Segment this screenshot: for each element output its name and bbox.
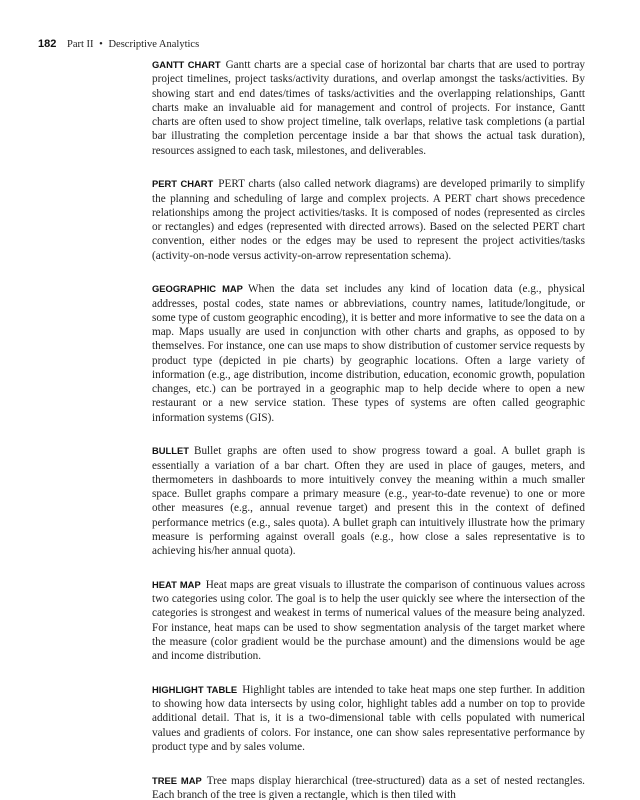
entry-text: Gantt charts are a special case of horizontal bar charts that are used to portray project timelines, project tasks/activity durations, and overlap amongst the tasks/activities. By showing start and end dates/times of tasks/activities and the overlapping relationships, Gantt charts make an invaluable aid for management and control of projects. For instance, Gantt charts are often used to show project timeline, talk overlaps, relative task completions (a partial bar illustrating the completion percentage inside a bar that shows the actual task duration), resources assigned to each task, milestones, and deliverables. xyxy=(152,59,586,157)
paragraph xyxy=(152,444,585,558)
entry-bullet xyxy=(152,444,585,558)
entry-pert-chart xyxy=(152,177,585,263)
running-header xyxy=(38,38,199,50)
entry-gantt-chart xyxy=(152,58,585,158)
paragraph xyxy=(152,177,585,263)
paragraph xyxy=(152,578,585,664)
entry-term: GANTT CHART xyxy=(152,59,221,70)
paragraph xyxy=(152,282,585,425)
entry-term: HIGHLIGHT TABLE xyxy=(152,683,238,695)
entry-term: BULLET xyxy=(152,445,189,457)
entry-geographic-map xyxy=(152,282,585,425)
entry-text: Heat maps are great visuals to illustrate the comparison of continuous values across two categories using color. The goal is to help the user quickly see where the intersection of the categories is strongest and weakest in terms of numerical values of the measure being analyzed. For instance, heat maps can be used to show segmentation analysis of the target market where the measure (color gradient would be the purchase amount) and the dimensions would be age and income distribution. xyxy=(152,578,585,662)
body-text xyxy=(152,58,585,800)
entry-term: PERT CHART xyxy=(152,178,214,190)
entry-text: Bullet graphs are often used to show progress toward a goal. A bullet graph is essentially a variation of a bar chart. Often they are used in place of gauges, meters, and thermometers in dashboards to more intuitively convey the meaning within a much smaller space. Bullet graphs compare a primary measure (e.g., year-to-date revenue) to one or more other measures (e.g., annual revenue target) and present this in the context of defined performance metrics (e.g., sales quota). A bullet graph can intuitively illustrate how the primary measure is performing against overall goals (e.g., how close a sales representative is to achieving his/her annual quota). xyxy=(152,445,585,557)
entry-text: Highlight tables are intended to take heat maps one step further. In addition to showing how data intersects by using color, highlight tables add a number on top to provide additional detail. That is, it is a two-dimensional table with cells populated with numerical values and gradients of colors. For instance, one can show sales representative performance by product type and by sales volume. xyxy=(152,683,585,753)
entry-highlight-table xyxy=(152,683,585,754)
entry-text: When the data set includes any kind of location data (e.g., physical addresses, postal codes, state names or abbreviations, country names, latitude/longitude, or some type of custom geographic encoding), it is better and more informative to see the data on a map. Maps usually are used in conjunction with other charts and graphs, as opposed to by themselves. For instance, one can use maps to show distribution of customer service requests by product type (depicted in pie charts) by geographic locations. Often a large variety of information (e.g., age distribution, income distribution, education, economic growth, population changes, etc.) can be portrayed in a geographic map to help decide where to open a new restaurant or a new service station. These types of systems are often called geographic information systems (GIS). xyxy=(152,283,585,424)
page-number: 182 xyxy=(38,38,57,50)
entry-term: GEOGRAPHIC MAP xyxy=(152,283,243,295)
paragraph xyxy=(152,58,585,158)
entry-text: Tree maps display hierarchical (tree-structured) data as a set of nested rectangles. Each branch of the tree is given a rectangle, which is then tiled with xyxy=(152,774,585,800)
entry-heat-map xyxy=(152,578,585,664)
section-label: Descriptive Analytics xyxy=(108,39,200,50)
header-separator: • xyxy=(99,39,103,50)
part-label: Part II xyxy=(66,39,94,50)
entry-tree-map xyxy=(152,774,585,800)
entry-text: PERT charts (also called network diagrams) are developed primarily to simplify the planning and scheduling of large and complex projects. A PERT chart shows precedence relationships among the project activities/tasks. It is composed of nodes (represented as circles or rectangles) and edges (represented with directed arrows). Based on the selected PERT chart convention, either nodes or the edges may be used to represent the project activities/tasks (activity-on-node versus activity-on-arrow representation schema). xyxy=(152,178,585,262)
paragraph xyxy=(152,683,585,754)
entry-term: TREE MAP xyxy=(152,774,202,786)
paragraph xyxy=(152,774,585,800)
entry-term: HEAT MAP xyxy=(152,578,201,590)
